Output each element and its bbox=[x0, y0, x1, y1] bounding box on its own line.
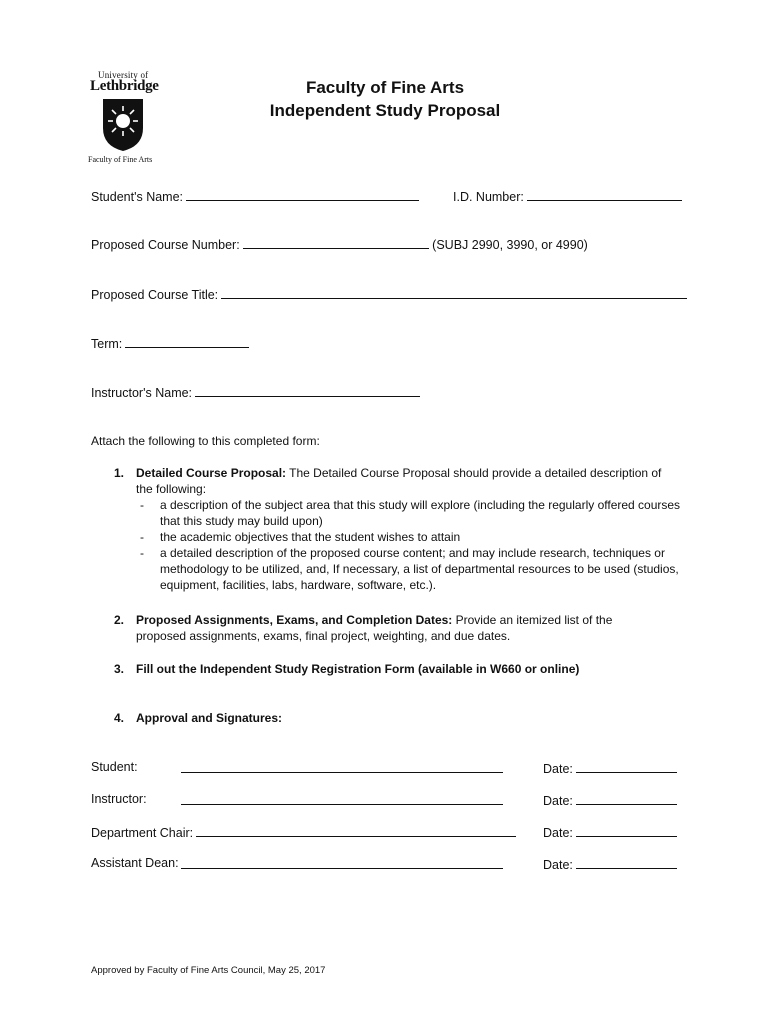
assistant-dean-signature-label: Assistant Dean: bbox=[91, 856, 179, 870]
item-heading: Fill out the Independent Study Registration Form (available in W660 or online) bbox=[136, 662, 580, 676]
instructor-name-input[interactable] bbox=[195, 384, 420, 397]
term-input[interactable] bbox=[125, 335, 249, 348]
item-number: 4. bbox=[114, 711, 125, 725]
date-label: Date: bbox=[543, 794, 573, 808]
item-heading: Approval and Signatures: bbox=[136, 711, 283, 725]
instructor-signature-input[interactable] bbox=[181, 804, 503, 805]
sub-item-text: the academic objectives that the student wishes to attain bbox=[160, 530, 461, 544]
instructor-signature-label: Instructor: bbox=[91, 792, 147, 806]
course-number-hint: (SUBJ 2990, 3990, or 4990) bbox=[432, 238, 588, 252]
department-chair-field bbox=[91, 824, 516, 840]
footer-approval: Approved by Faculty of Fine Arts Council, May 25, 2017 bbox=[91, 965, 326, 976]
logo-faculty: Faculty of Fine Arts bbox=[88, 155, 153, 164]
assistant-dean-signature-input[interactable] bbox=[181, 868, 503, 869]
student-signature-input[interactable] bbox=[181, 772, 503, 773]
item-heading: Detailed Course Proposal: bbox=[136, 466, 287, 480]
student-signature-label: Student: bbox=[91, 760, 138, 774]
term-field bbox=[91, 335, 249, 351]
chair-date-field bbox=[543, 824, 677, 840]
student-name-label: Student's Name: bbox=[91, 190, 184, 204]
sub-item: - a detailed description of the proposed course content; and may include research, techniques or methodology to be utilized, and, If necessary, a list of departmental resources to be used (studios, equipment, facilities, labs, hardware, software, etc.). bbox=[140, 546, 679, 592]
date-label: Date: bbox=[543, 826, 573, 840]
instructor-date-input[interactable] bbox=[576, 792, 677, 805]
sub-item-text: a detailed description of the proposed course content; and may include research, techniques or methodology to be utilized, and, If necessary, a list of departmental resources to be used (studios, equipment, facilities, labs, hardware, software, etc.). bbox=[160, 546, 679, 592]
attach-intro: Attach the following to this completed form: bbox=[91, 434, 320, 448]
instructor-date-field bbox=[543, 792, 677, 808]
id-number-field bbox=[453, 188, 682, 204]
id-number-label: I.D. Number: bbox=[453, 190, 524, 204]
course-number-input[interactable] bbox=[243, 236, 429, 249]
page-title-faculty: Faculty of Fine Arts bbox=[305, 78, 465, 97]
sub-item-text: a description of the subject area that this study will explore (including the regularly offered courses that this study may build upon) bbox=[160, 498, 681, 528]
item-heading: Proposed Assignments, Exams, and Completion Dates: bbox=[136, 613, 453, 627]
item-number: 1. bbox=[114, 466, 125, 480]
student-name-input[interactable] bbox=[186, 188, 419, 201]
student-name-field bbox=[91, 188, 419, 204]
sub-item: - the academic objectives that the student wishes to attain bbox=[140, 530, 461, 544]
sub-item: - a description of the subject area that this study will explore (including the regularly offered courses that this study may build upon) bbox=[140, 498, 681, 528]
item-text: Provide an itemized list of the proposed assignments, exams, final project, weighting, and due dates. bbox=[136, 613, 613, 643]
instructor-name-field bbox=[91, 384, 420, 400]
dean-date-input[interactable] bbox=[576, 856, 677, 869]
term-label: Term: bbox=[91, 337, 123, 351]
item-text: The Detailed Course Proposal should provide a detailed description of the following: bbox=[136, 466, 662, 496]
department-chair-input[interactable] bbox=[196, 824, 516, 837]
course-title-field bbox=[91, 286, 687, 302]
date-label: Date: bbox=[543, 858, 573, 872]
date-label: Date: bbox=[543, 762, 573, 776]
id-number-input[interactable] bbox=[527, 188, 682, 201]
course-title-input[interactable] bbox=[221, 286, 687, 299]
course-number-label: Proposed Course Number: bbox=[91, 238, 240, 252]
dean-date-field bbox=[543, 856, 677, 872]
instructor-name-label: Instructor's Name: bbox=[91, 386, 193, 400]
department-chair-label: Department Chair: bbox=[91, 826, 194, 840]
chair-date-input[interactable] bbox=[576, 824, 677, 837]
item-number: 2. bbox=[114, 613, 125, 627]
item-number: 3. bbox=[114, 662, 125, 676]
course-title-label: Proposed Course Title: bbox=[91, 288, 219, 302]
student-date-field bbox=[543, 760, 677, 776]
student-date-input[interactable] bbox=[576, 760, 677, 773]
logo-lethbridge: Lethbridge bbox=[90, 78, 159, 94]
course-number-field bbox=[91, 236, 588, 252]
logo-university-of: University of bbox=[98, 70, 149, 80]
page-title-proposal: Independent Study Proposal bbox=[269, 101, 501, 120]
